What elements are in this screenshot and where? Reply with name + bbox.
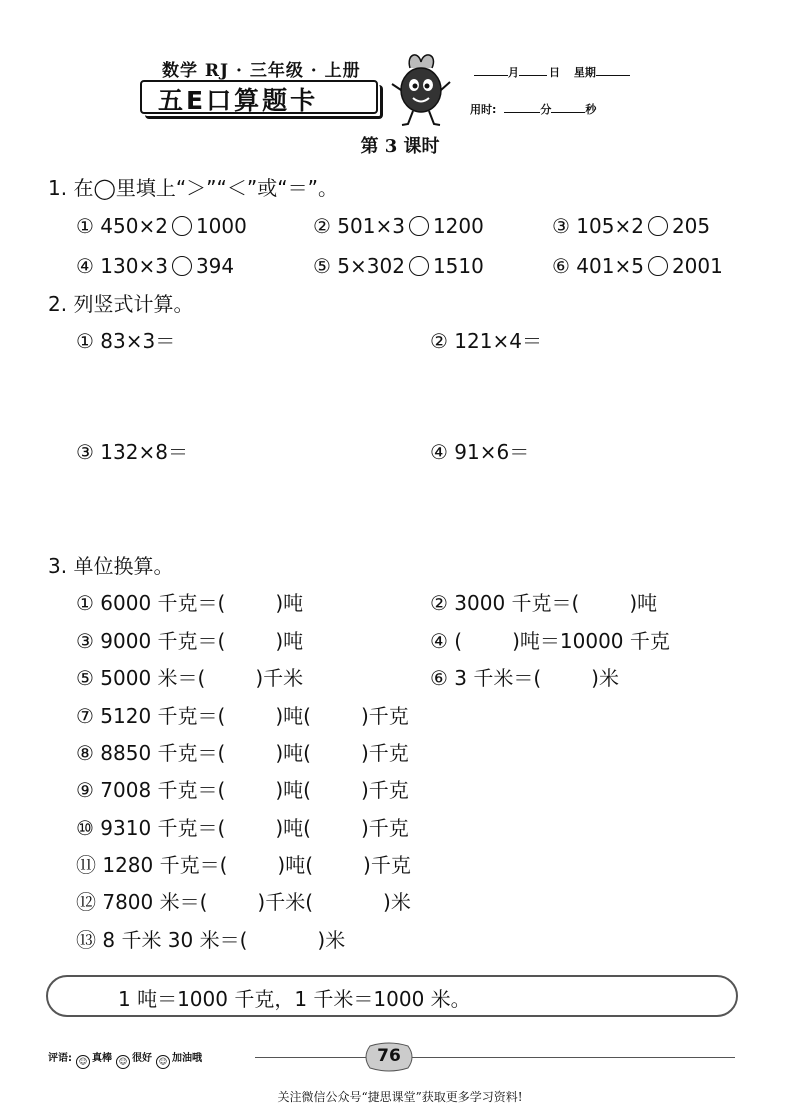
compare-circle[interactable]: [409, 216, 429, 236]
compare-circle[interactable]: [409, 256, 429, 276]
date-field: [474, 64, 630, 80]
minute-label: 分: [540, 103, 552, 116]
cheer-face-icon[interactable]: ☺: [156, 1055, 170, 1069]
q3-item-6: ⑥ 3 千米＝( )米: [430, 666, 619, 690]
q3-item-4: ④ ( )吨＝10000 千克: [430, 629, 670, 653]
q3-item-7: ⑦ 5120 千克＝( )吨( )千克: [76, 704, 409, 728]
rating-great: 真棒: [92, 1053, 112, 1064]
footer-notice: 关注微信公众号“捷思课堂”获取更多学习资料!: [277, 1090, 523, 1104]
rating-label: 评语:: [48, 1053, 72, 1064]
time-field: [470, 101, 596, 117]
compare-circle[interactable]: [648, 256, 668, 276]
month-label: 月: [508, 66, 519, 79]
memo-text: 1 吨＝1000 千克，1 千米＝1000 米。: [118, 987, 471, 1011]
time-label: 用时:: [470, 103, 497, 116]
q3-item-2: ② 3000 千克＝( )吨: [430, 591, 658, 615]
q3-title: 3. 单位换算。: [48, 554, 174, 578]
second-label: 秒: [585, 103, 597, 116]
q1-item-6: ⑥ 401×5 2001: [552, 254, 723, 278]
compare-circle[interactable]: [172, 216, 192, 236]
lesson-title: 第 3 课时: [360, 136, 440, 157]
q2-item-1: ① 83×3＝: [76, 329, 176, 353]
q1-item-1: ① 450×2 1000: [76, 214, 247, 238]
weekday-label: 星期: [573, 66, 596, 79]
subject-label: 数学 RJ · 三年级 · 上册: [162, 61, 361, 81]
q3-item-12: ⑫ 7800 米＝( )千米( )米: [76, 890, 411, 914]
q3-item-13: ⑬ 8 千米 30 米＝( )米: [76, 928, 346, 952]
day-label: 日: [549, 66, 560, 79]
q3-item-11: ⑪ 1280 千克＝( )吨( )千克: [76, 853, 411, 877]
smile-face-icon[interactable]: ☺: [116, 1055, 130, 1069]
compare-circle[interactable]: [648, 216, 668, 236]
q3-item-1: ① 6000 千克＝( )吨: [76, 591, 304, 615]
compare-circle[interactable]: [172, 256, 192, 276]
q3-item-10: ⑩ 9310 千克＝( )吨( )千克: [76, 816, 409, 840]
q3-item-3: ③ 9000 千克＝( )吨: [76, 629, 304, 653]
q2-item-3: ③ 132×8＝: [76, 440, 188, 464]
page-title: 五E口算题卡: [158, 86, 319, 115]
page-number: 76: [377, 1046, 401, 1066]
q3-item-8: ⑧ 8850 千克＝( )吨( )千克: [76, 741, 409, 765]
footer-divider: [255, 1057, 735, 1058]
rating-row: [48, 1049, 202, 1069]
q1-item-4: ④ 130×3 394: [76, 254, 235, 278]
q2-item-2: ② 121×4＝: [430, 329, 542, 353]
grin-face-icon[interactable]: ☺: [76, 1055, 90, 1069]
q1-item-2: ② 501×3 1200: [313, 214, 484, 238]
q3-item-5: ⑤ 5000 米＝( )千米: [76, 666, 304, 690]
q2-title: 2. 列竖式计算。: [48, 292, 194, 316]
q3-item-9: ⑨ 7008 千克＝( )吨( )千克: [76, 778, 409, 802]
q1-title: 1. 在◯里填上“＞”“＜”或“＝”。: [48, 176, 338, 200]
rating-good: 很好: [132, 1053, 152, 1064]
mascot-icon: [388, 48, 454, 128]
q1-item-5: ⑤ 5×302 1510: [313, 254, 484, 278]
q1-item-3: ③ 105×2 205: [552, 214, 711, 238]
q2-item-4: ④ 91×6＝: [430, 440, 530, 464]
rating-keep-going: 加油哦: [172, 1053, 202, 1064]
